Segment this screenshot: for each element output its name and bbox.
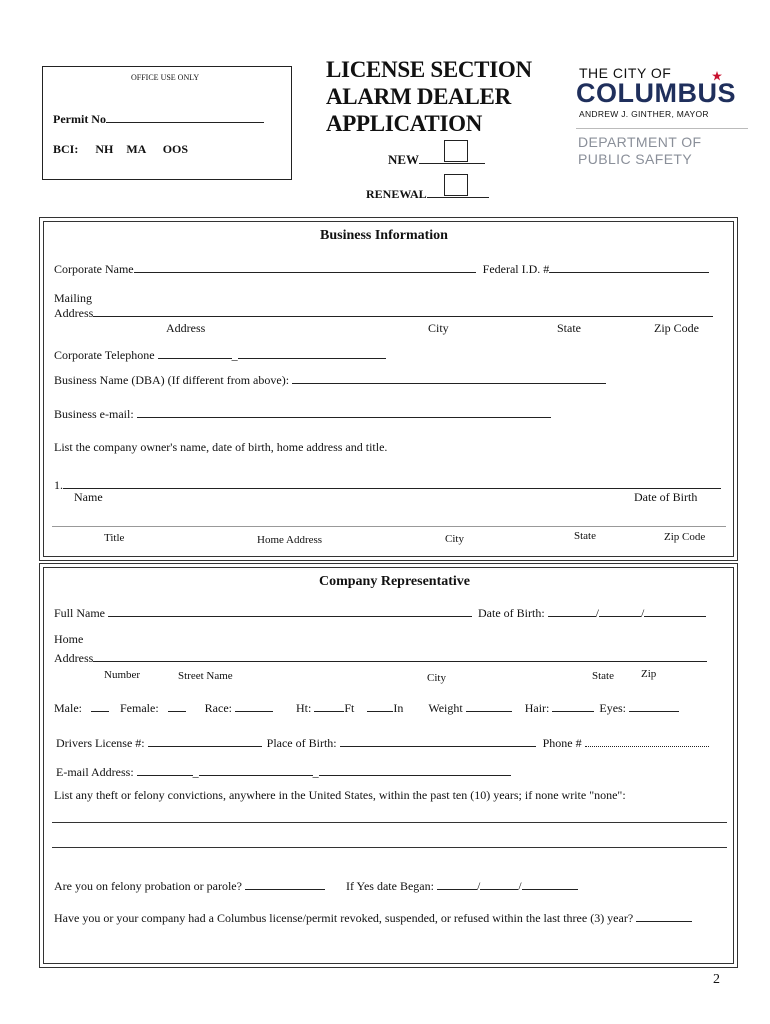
if-yes-year[interactable] [522, 879, 578, 890]
rep-sub-number: Number [104, 669, 141, 681]
male-label: Male: [54, 701, 82, 715]
logo-dept-2: PUBLIC SAFETY [578, 151, 693, 167]
mailing-sub-state: State [557, 321, 581, 335]
owner-city-label: City [445, 533, 464, 545]
probation-label: Are you on felony probation or parole? [54, 879, 242, 893]
title-line-2: ALARM DEALER [326, 84, 511, 109]
rep-email-field[interactable]: E-mail Address: _ _ [56, 765, 511, 780]
if-yes-month[interactable] [437, 879, 477, 890]
if-yes-day[interactable] [480, 879, 518, 890]
owner-state-label: State [574, 530, 596, 542]
dba-field[interactable]: Business Name (DBA) (If different from above): [54, 373, 606, 388]
city-logo [576, 62, 751, 172]
race-label: Race: [204, 701, 232, 715]
probation-row: Are you on felony probation or parole? If Yes date Began: / / [54, 879, 578, 894]
rep-physical-row [54, 701, 679, 716]
convictions-line-1[interactable] [52, 822, 727, 823]
convictions-line-2[interactable] [52, 847, 727, 848]
rep-license-row [56, 736, 709, 751]
rep-heading: Company Representative [319, 574, 471, 589]
document-title [326, 56, 532, 137]
revoked-row [54, 911, 692, 926]
rep-home-label: Home [54, 632, 84, 646]
mailing-sub-address: Address [166, 321, 206, 335]
owners-instruction: List the company owner's name, date of birth, home address and title. [54, 440, 388, 454]
ft-label: Ft [344, 701, 355, 715]
new-field [388, 152, 485, 168]
bci-option-ma[interactable]: MA [126, 142, 146, 156]
permit-label: Permit No [53, 112, 106, 126]
owner-home-label: Home Address [257, 534, 323, 546]
weight-label: Weight [428, 701, 463, 715]
business-email-field[interactable]: Business e-mail: [54, 407, 551, 422]
convictions-instruction: List any theft or felony convictions, anywhere in the United States, within the past ten (10) years; if none write "none": [54, 788, 626, 802]
new-checkbox[interactable] [444, 140, 468, 162]
logo-the-city-of: THE CITY OF [579, 65, 672, 81]
owner-1-field[interactable]: 1. [54, 478, 721, 493]
logo-dept-1: DEPARTMENT OF [578, 134, 702, 150]
mailing-label: Mailing [54, 291, 92, 305]
in-label: In [393, 701, 404, 715]
phone-label: Phone # [542, 736, 582, 750]
eyes-label: Eyes: [599, 701, 627, 715]
ht-label: Ht: [295, 701, 312, 715]
star-icon [712, 71, 722, 81]
corporate-phone-field[interactable]: Corporate Telephone _ [54, 348, 386, 363]
phone-field[interactable] [585, 736, 709, 747]
female-field[interactable] [168, 701, 186, 712]
permit-field[interactable] [53, 112, 264, 127]
owner-name-label: Name [74, 490, 103, 504]
weight-field[interactable] [466, 701, 512, 712]
business-heading: Business Information [320, 228, 448, 243]
rep-sub-city: City [427, 672, 446, 684]
renewal-checkbox[interactable] [444, 174, 468, 196]
renewal-label: RENEWAL [366, 187, 427, 201]
owner-title-label: Title [104, 532, 125, 544]
dl-field[interactable] [148, 736, 262, 747]
owner-zip-label: Zip Code [664, 531, 706, 543]
renewal-field [366, 187, 489, 202]
office-use-box [42, 66, 292, 180]
mailing-sub-zip: Zip Code [654, 321, 699, 335]
revoked-field[interactable] [636, 911, 692, 922]
rep-full-name-field[interactable]: Full Name Date of Birth: / / [54, 606, 706, 621]
rep-sub-zip: Zip [641, 668, 657, 680]
ht-ft-field[interactable] [314, 701, 344, 712]
title-line-1: LICENSE SECTION [326, 57, 532, 82]
probation-field[interactable] [245, 879, 325, 890]
bci-label: BCI: [53, 142, 79, 156]
dl-label: Drivers License #: [56, 736, 145, 750]
hair-label: Hair: [524, 701, 550, 715]
logo-divider [576, 128, 748, 129]
if-yes-label: If Yes date Began: [345, 879, 434, 893]
hair-field[interactable] [552, 701, 594, 712]
bci-option-nh[interactable]: NH [95, 142, 114, 156]
pob-label: Place of Birth: [266, 736, 337, 750]
page-number: 2 [713, 972, 720, 987]
female-label: Female: [120, 701, 159, 715]
owner-dob-label: Date of Birth [634, 490, 698, 504]
bci-row [53, 142, 188, 157]
mailing-address-field[interactable]: Address [54, 306, 713, 321]
logo-columbus: COLUMBUS [576, 78, 736, 108]
revoked-label: Have you or your company had a Columbus license/permit revoked, suspended, or refused within the last three (3) year? [54, 911, 634, 925]
rep-sub-street: Street Name [178, 670, 233, 682]
male-field[interactable] [91, 701, 109, 712]
race-field[interactable] [235, 701, 273, 712]
office-use-heading: OFFICE USE ONLY [131, 73, 200, 82]
owner-detail-line[interactable] [52, 526, 726, 527]
rep-sub-state: State [592, 670, 614, 682]
ht-in-field[interactable] [367, 701, 393, 712]
rep-home-address-field[interactable]: Address [54, 651, 707, 666]
mailing-sub-city: City [428, 321, 449, 335]
new-label: NEW [388, 152, 420, 167]
title-line-3: APPLICATION [326, 111, 483, 136]
corporate-name-field[interactable]: Corporate Name Federal I.D. # [54, 262, 709, 277]
bci-option-oos[interactable]: OOS [162, 142, 189, 156]
pob-field[interactable] [340, 736, 536, 747]
logo-mayor: ANDREW J. GINTHER, MAYOR [579, 109, 709, 119]
eyes-field[interactable] [629, 701, 679, 712]
